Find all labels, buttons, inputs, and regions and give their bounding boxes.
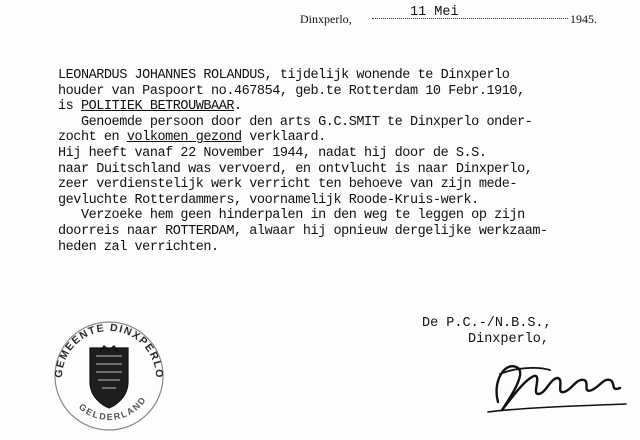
body-line-10: Verzoeke hem geen hinderpalen in den weg te leggen op zijn: [58, 208, 525, 224]
body-line-12: heden zal verrichten.: [58, 239, 219, 255]
dateline-dots: [372, 18, 568, 19]
body-line-3-prefix: is: [58, 99, 81, 115]
signature-org: De P.C.-/N.B.S.,: [422, 316, 552, 331]
body-line-5-suffix: verklaard.: [241, 130, 326, 146]
volkomen-gezond-text: volkomen gezond: [126, 130, 242, 146]
body-line-4: Genoemde persoon door den arts G.C.SMIT te Dinxperlo onder-: [58, 114, 533, 130]
letter-body: [58, 68, 548, 255]
body-line-5: [58, 130, 548, 146]
body-line-3-suffix: .: [234, 99, 242, 115]
stamp-text: GEMEENTE DINXPERLO: [52, 321, 166, 380]
body-line-3: [58, 99, 548, 115]
body-line-9: gevluchte Rotterdammers, voornamelijk Roode-Kruis-werk.: [58, 192, 479, 208]
dateline-date: 11 Mei: [410, 5, 459, 20]
politiek-betrouwbaar-text: POLITIEK BETROUWBAAR: [80, 99, 234, 115]
body-line-2: houder van Paspoort no.467854, geb.te Rotterdam 10 Febr.1910,: [58, 83, 525, 99]
signature-place: Dinxperlo,: [468, 332, 550, 347]
body-line-1: LEONARDUS JOHANNES ROLANDUS, tijdelijk wonende te Dinxperlo: [58, 68, 510, 83]
body-line-7: naar Duitschland was vervoerd, en ontvlucht is naar Dinxperlo,: [58, 161, 533, 177]
stamp-text-bottom: GELDERLAND: [77, 394, 149, 423]
body-line-11: doorreis naar ROTTERDAM, alwaar hij opnieuw dergelijke werkzaam-: [58, 223, 548, 239]
body-line-6: Hij heeft vanaf 22 November 1944, nadat hij door de S.S.: [58, 145, 487, 161]
dateline: [300, 6, 630, 28]
dateline-place: Dinxperlo,: [300, 12, 352, 26]
signature-block: [422, 316, 552, 348]
handwritten-signature-icon: [480, 350, 630, 420]
dateline-year: 1945.: [570, 12, 597, 26]
body-line-5-prefix: zocht en: [58, 130, 127, 146]
municipal-stamp-icon: [44, 312, 174, 432]
body-line-8: zeer verdienstelijk werk verricht ten behoeve van zijn mede-: [58, 177, 518, 193]
coat-of-arms-icon: [90, 346, 128, 408]
